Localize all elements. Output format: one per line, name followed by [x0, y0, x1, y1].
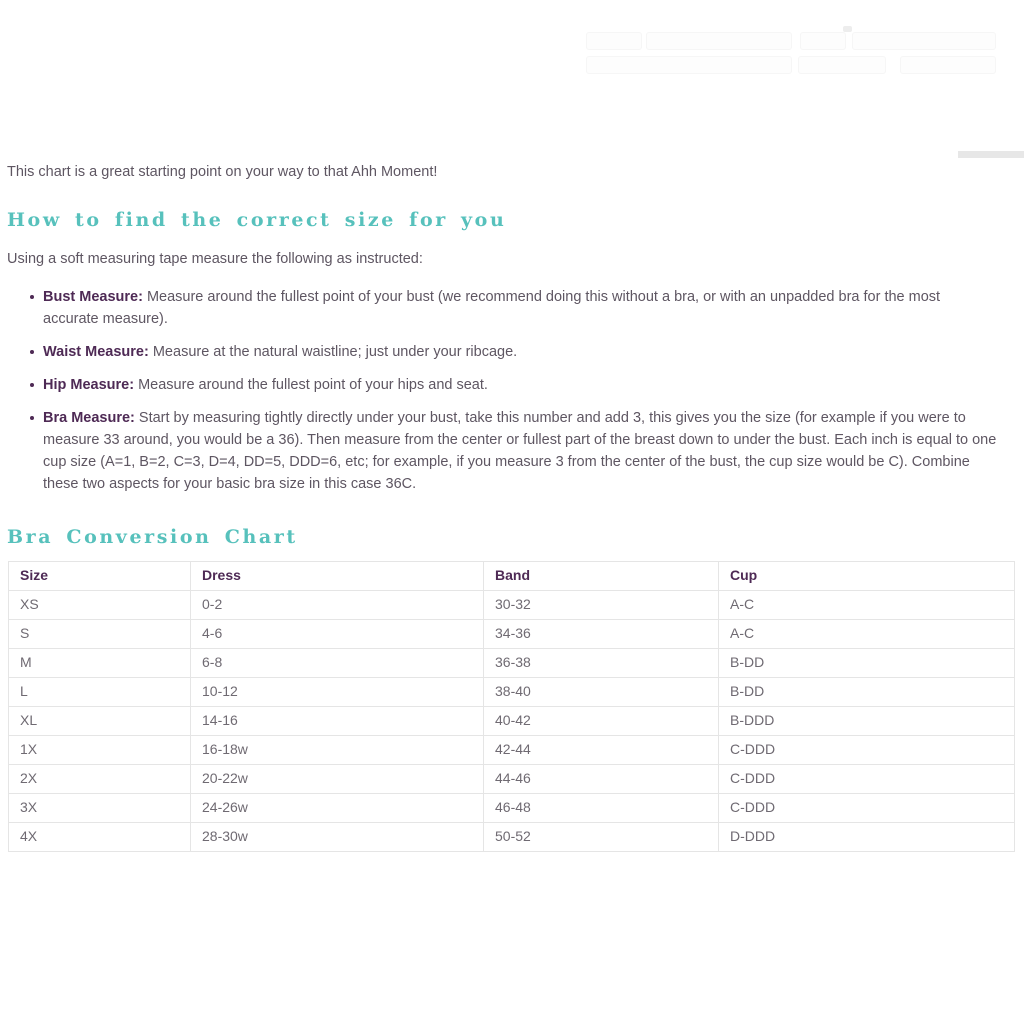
table-cell: M — [9, 649, 191, 678]
table-cell: 46-48 — [484, 794, 719, 823]
table-cell: C-DDD — [719, 794, 1015, 823]
table-cell: B-DD — [719, 678, 1015, 707]
table-cell: B-DDD — [719, 707, 1015, 736]
table-cell: 14-16 — [191, 707, 484, 736]
measure-item — [7, 286, 997, 330]
measure-item-label: Bra Measure: — [43, 410, 135, 426]
conversion-table — [8, 561, 1015, 852]
table-cell: A-C — [719, 591, 1015, 620]
measure-item-label: Waist Measure: — [43, 344, 149, 360]
table-cell: B-DD — [719, 649, 1015, 678]
table-row — [9, 765, 1015, 794]
table-cell: 36-38 — [484, 649, 719, 678]
table-cell: C-DDD — [719, 736, 1015, 765]
column-header: Size — [9, 562, 191, 591]
measure-item-label: Bust Measure: — [43, 289, 143, 305]
table-row — [9, 736, 1015, 765]
table-body — [9, 591, 1015, 852]
table-cell: 44-46 — [484, 765, 719, 794]
table-row — [9, 649, 1015, 678]
table-head — [9, 562, 1015, 591]
table-cell: 6-8 — [191, 649, 484, 678]
table-cell: 42-44 — [484, 736, 719, 765]
measure-item-text: Measure around the fullest point of your hips and seat. — [134, 377, 488, 393]
measure-item-text: Start by measuring tightly directly under your bust, take this number and add 3, this gives you the size (for example if you were to measure 33 around, you would be a 36). Then measure from the center or fullest part of the breast down to under the bust. Each inch is equal to one cup size (A=1, B=2, C=3, D=4, DD=5, DDD=6, etc; for example, if you measure 3 from the center of the bust, the cup size would be C). Combine these two aspects for your basic bra size in this case 36C. — [43, 410, 997, 492]
table-cell: 1X — [9, 736, 191, 765]
lead-text: Using a soft measuring tape measure the following as instructed: — [7, 251, 423, 267]
table-cell: 4X — [9, 823, 191, 852]
table-row — [9, 678, 1015, 707]
header-row — [9, 562, 1015, 591]
table-row — [9, 707, 1015, 736]
table-cell: D-DDD — [719, 823, 1015, 852]
table-cell: 3X — [9, 794, 191, 823]
table-row — [9, 823, 1015, 852]
table-cell: C-DDD — [719, 765, 1015, 794]
table-row — [9, 620, 1015, 649]
measure-item — [7, 407, 997, 495]
measure-item-label: Hip Measure: — [43, 377, 135, 393]
column-header: Dress — [191, 562, 484, 591]
measure-item — [7, 341, 997, 363]
table-cell: 16-18w — [191, 736, 484, 765]
table-cell: 10-12 — [191, 678, 484, 707]
table-row — [9, 794, 1015, 823]
table-cell: 4-6 — [191, 620, 484, 649]
table-cell: XS — [9, 591, 191, 620]
table-cell: 20-22w — [191, 765, 484, 794]
column-header: Cup — [719, 562, 1015, 591]
table-cell: 2X — [9, 765, 191, 794]
column-header: Band — [484, 562, 719, 591]
table-cell: 28-30w — [191, 823, 484, 852]
table-cell: XL — [9, 707, 191, 736]
table-cell: 30-32 — [484, 591, 719, 620]
table-cell: S — [9, 620, 191, 649]
table-cell: L — [9, 678, 191, 707]
table-cell: 34-36 — [484, 620, 719, 649]
table-cell: 24-26w — [191, 794, 484, 823]
table-cell: 38-40 — [484, 678, 719, 707]
measure-item-text: Measure at the natural waistline; just under your ribcage. — [148, 344, 518, 360]
measure-item — [7, 374, 997, 396]
table-cell: 40-42 — [484, 707, 719, 736]
table-cell: 50-52 — [484, 823, 719, 852]
table-cell: 0-2 — [191, 591, 484, 620]
table-row — [9, 591, 1015, 620]
measure-item-text: Measure around the fullest point of your bust (we recommend doing this without a bra, or with an unpadded bra for the most accurate measure). — [43, 289, 941, 327]
how-to-heading: How to find the correct size for you — [7, 209, 507, 231]
measure-list — [7, 286, 1016, 495]
table-cell: A-C — [719, 620, 1015, 649]
intro-text: This chart is a great starting point on your way to that Ahh Moment! — [7, 164, 438, 180]
chart-heading: Bra Conversion Chart — [7, 526, 298, 548]
